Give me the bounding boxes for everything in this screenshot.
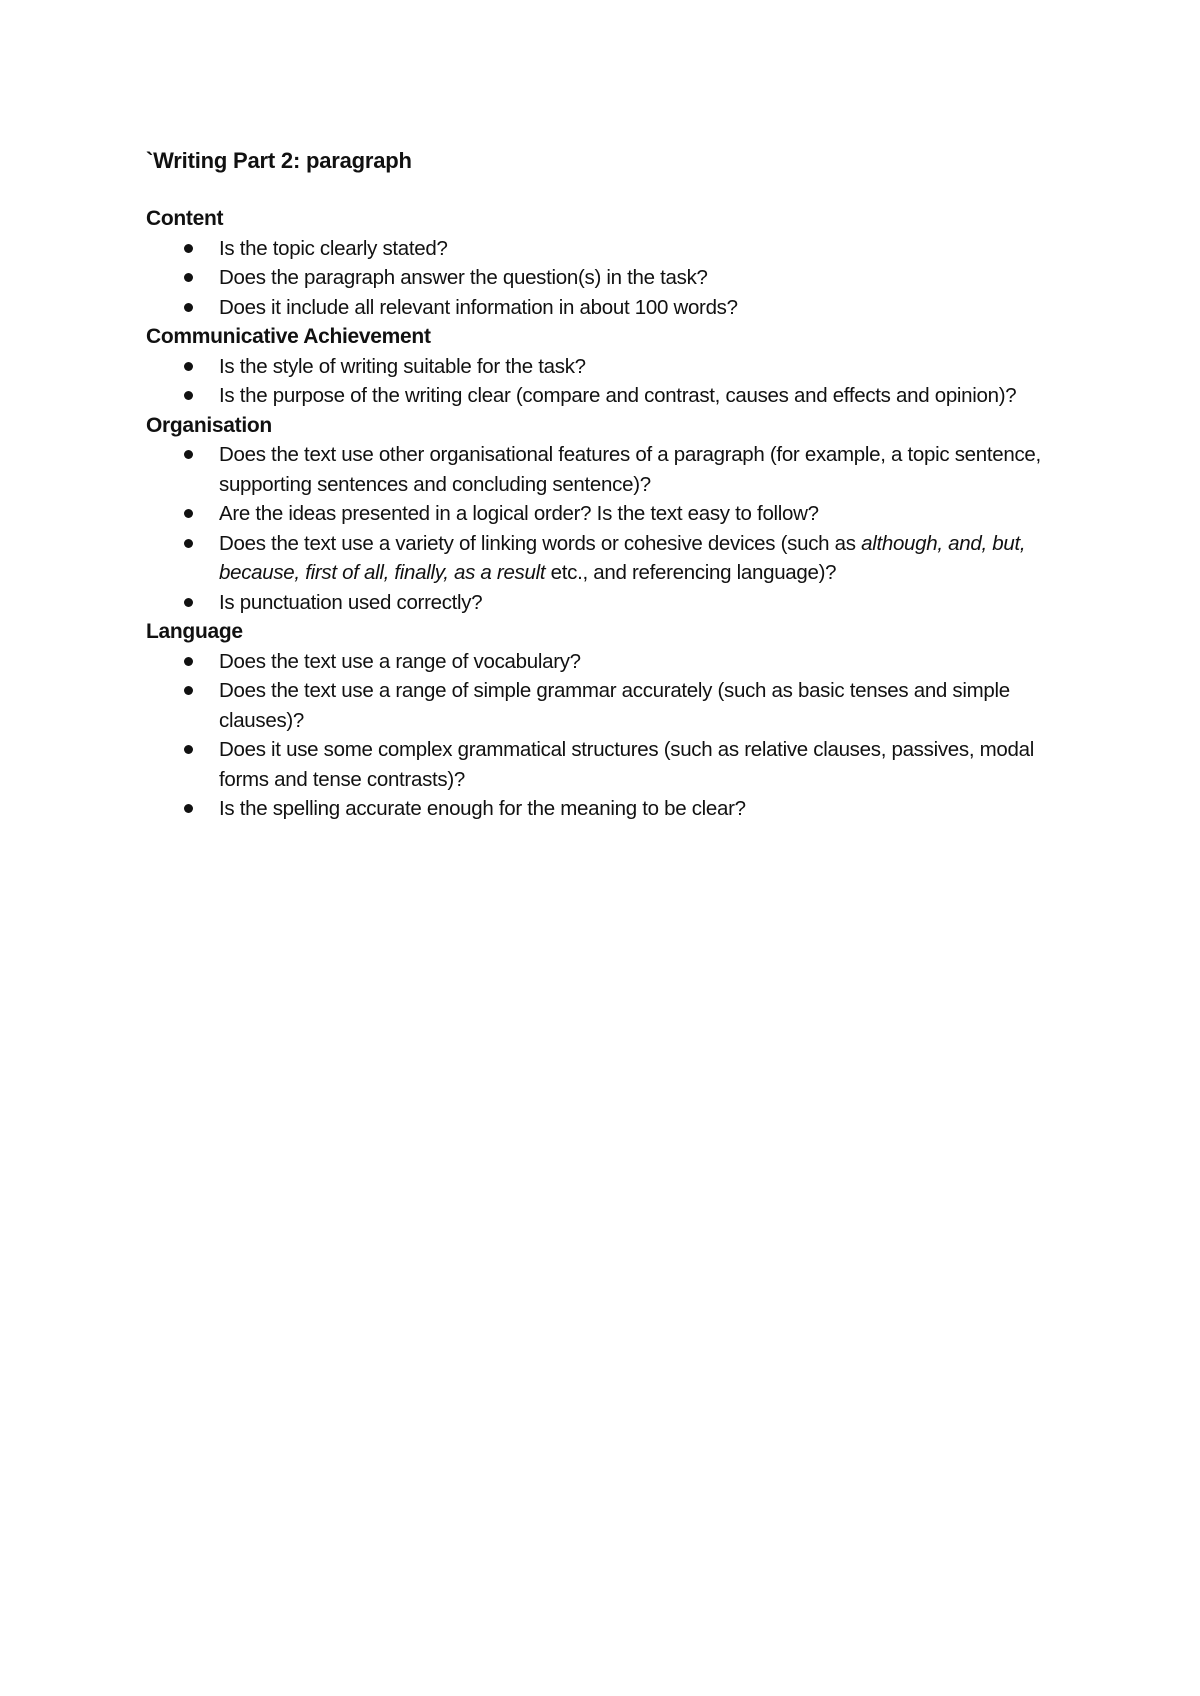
list-item-text: Is the spelling accurate enough for the meaning to be clear? bbox=[219, 797, 746, 820]
section-heading: Communicative Achievement bbox=[146, 325, 431, 348]
section-communicative-achievement bbox=[146, 322, 1066, 411]
section-heading: Content bbox=[146, 207, 224, 230]
document-title: `Writing Part 2: paragraph bbox=[146, 148, 412, 173]
list-item bbox=[146, 647, 1066, 677]
bullet-list bbox=[146, 352, 1066, 411]
list-item bbox=[146, 440, 1066, 499]
list-item-text: Does it include all relevant information in about 100 words? bbox=[219, 295, 738, 319]
list-item-text: Is the topic clearly stated? bbox=[219, 236, 448, 260]
list-item-text: Does the text use a range of vocabulary? bbox=[219, 649, 581, 673]
list-item-text: Is the purpose of the writing clear (compare and contrast, causes and effects and opinion)? bbox=[219, 384, 1017, 407]
bullet-icon bbox=[184, 745, 193, 754]
bullet-icon bbox=[184, 539, 193, 548]
section-heading: Organisation bbox=[146, 413, 272, 437]
list-item-text: Is the style of writing suitable for the task? bbox=[219, 354, 586, 378]
bullet-icon bbox=[184, 804, 193, 813]
bullet-icon bbox=[184, 244, 193, 253]
list-item bbox=[146, 352, 1066, 382]
linking-word-examples: although, and, but, because, first of all, finally, as a result bbox=[219, 531, 1026, 584]
bullet-icon bbox=[184, 273, 193, 282]
bullet-icon bbox=[184, 509, 193, 518]
list-item bbox=[146, 263, 1066, 293]
list-item-text: Is punctuation used correctly? bbox=[219, 590, 483, 614]
bullet-icon bbox=[184, 303, 193, 312]
list-item bbox=[146, 234, 1066, 264]
list-item bbox=[146, 588, 1066, 618]
list-item-text: Does it use some complex grammatical structures (such as relative clauses, passives, modal forms and tense contrasts)? bbox=[219, 738, 1034, 791]
list-item bbox=[146, 735, 1066, 794]
bullet-icon bbox=[184, 598, 193, 607]
bullet-icon bbox=[184, 657, 193, 666]
section-heading: Language bbox=[146, 620, 243, 643]
bullet-list bbox=[146, 440, 1066, 617]
list-item bbox=[146, 381, 1066, 411]
bullet-icon bbox=[184, 686, 193, 695]
list-item-text: Are the ideas presented in a logical order? Is the text easy to follow? bbox=[219, 502, 819, 525]
document-page bbox=[146, 146, 1066, 824]
bullet-icon bbox=[184, 450, 193, 459]
list-item-text: Does the text use a range of simple grammar accurately (such as basic tenses and simple clauses)? bbox=[219, 679, 1010, 732]
section-language bbox=[146, 617, 1066, 824]
list-item-text: Does the paragraph answer the question(s) in the task? bbox=[219, 266, 708, 289]
list-item bbox=[146, 293, 1066, 323]
list-item bbox=[146, 794, 1066, 824]
section-content bbox=[146, 204, 1066, 322]
list-item bbox=[146, 676, 1066, 735]
bullet-list bbox=[146, 234, 1066, 323]
bullet-icon bbox=[184, 391, 193, 400]
bullet-list bbox=[146, 647, 1066, 824]
list-item bbox=[146, 529, 1066, 588]
list-item-text-pre: Does the text use a variety of linking words or cohesive devices (such as bbox=[219, 531, 862, 555]
list-item-text-post: etc., and referencing language)? bbox=[545, 561, 837, 584]
bullet-icon bbox=[184, 362, 193, 371]
list-item-text: Does the text use other organisational features of a paragraph (for example, a topic sentence, supporting sentences and concluding sentence)? bbox=[219, 443, 1041, 496]
list-item bbox=[146, 499, 1066, 529]
section-organisation bbox=[146, 411, 1066, 618]
